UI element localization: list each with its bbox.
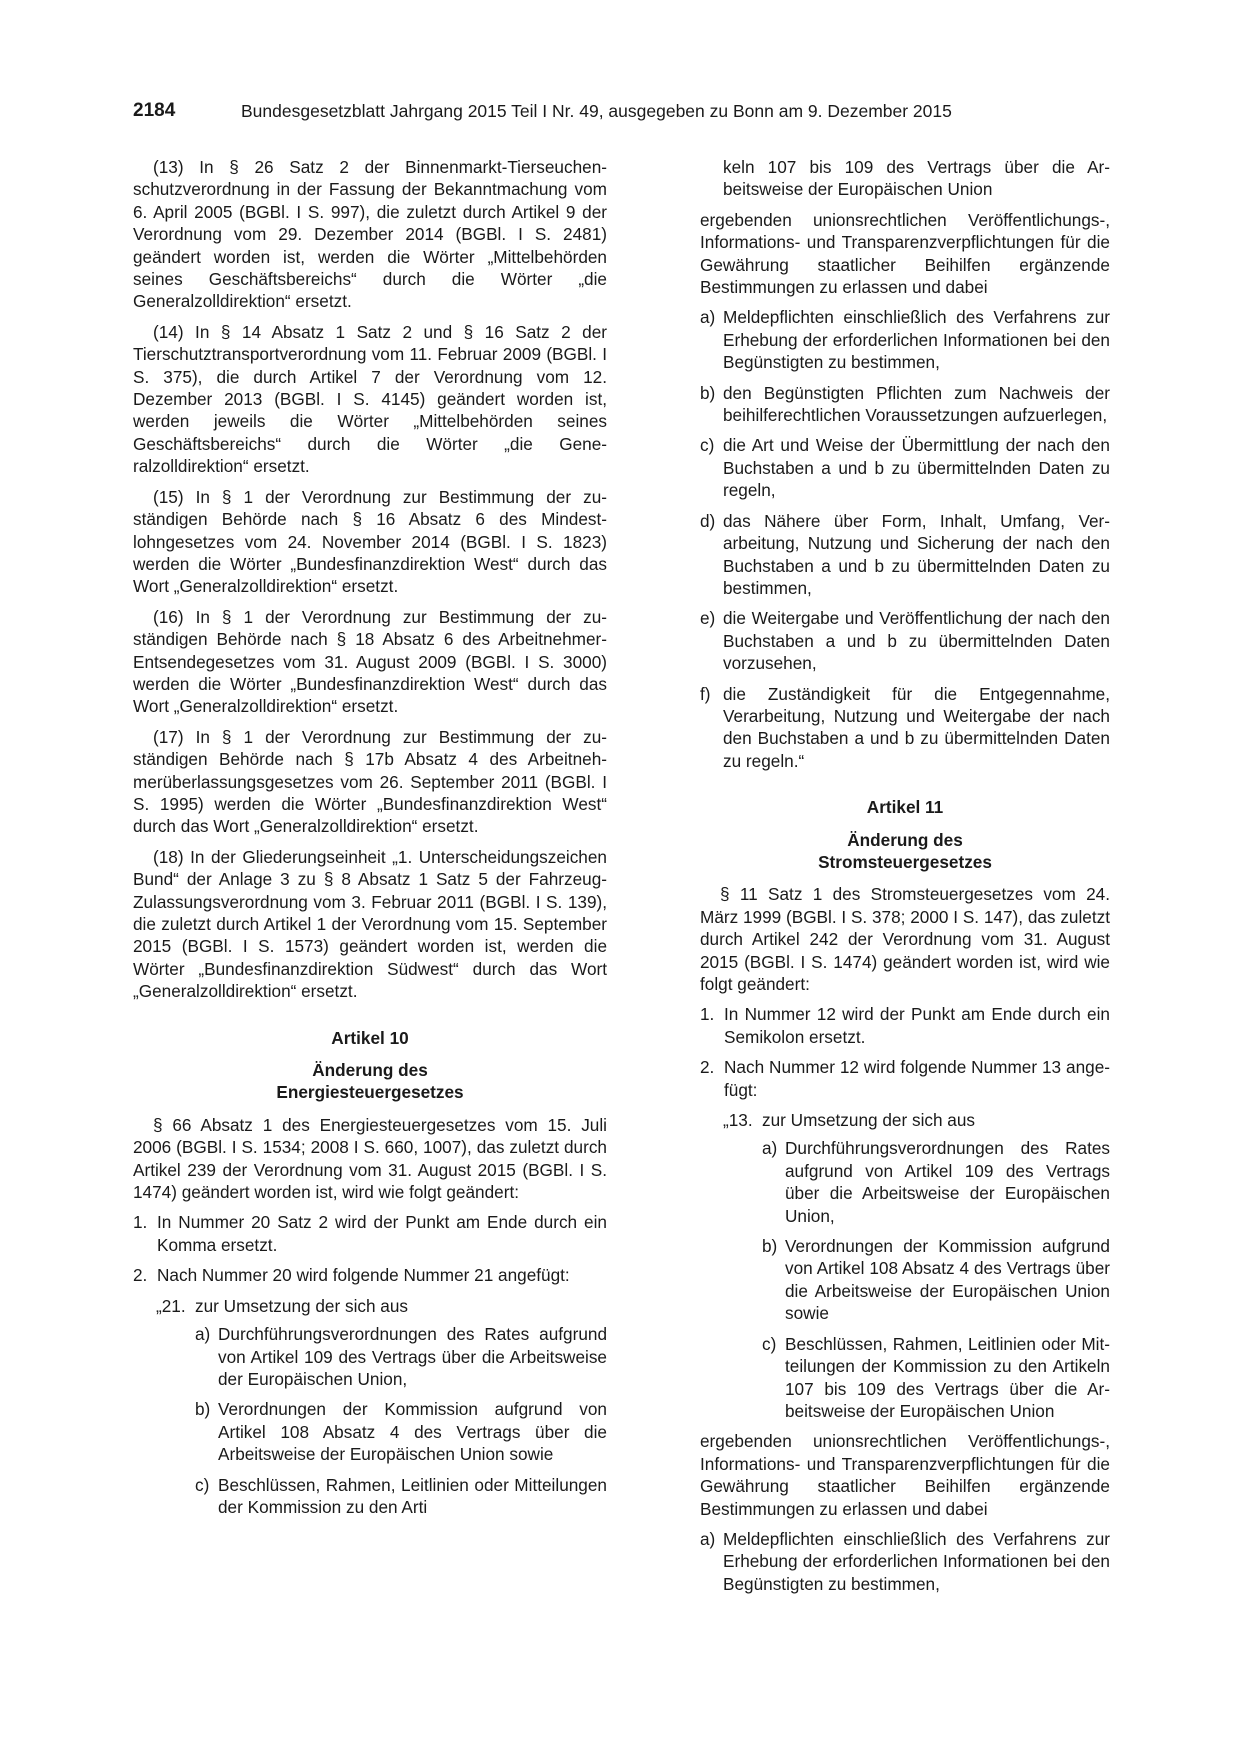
ergebenden-paragraph: ergebenden unionsrechtlichen Veröffentlichungs-, Informations- und Transparenzverpflichtungen für die Gewährung staatlicher Beihilfen ergänzende Bestimmungen zu erlassen und dabei xyxy=(700,1431,1110,1519)
quoted-number-text: zur Umsetzung der sich aus xyxy=(195,1295,409,1316)
list-item xyxy=(133,1398,607,1465)
list-item-label: a) xyxy=(762,1138,778,1159)
quoted-number-label: „21. xyxy=(156,1295,186,1316)
list-item xyxy=(700,1528,1110,1595)
list-item-label: f) xyxy=(700,683,711,704)
list-item xyxy=(700,382,1110,427)
article-10-intro: § 66 Absatz 1 des Energiesteuergesetzes vom 15. Juli 2006 (BGBl. I S. 1534; 2008 I S. 660, 1007), das zuletzt durch Artikel 239 der Verordnung vom 31. August 2015 (BGBl. I S. 1474) geändert worden ist, wird wie folgt geändert: xyxy=(133,1114,607,1203)
page-header xyxy=(133,100,1113,128)
list-item xyxy=(133,1264,607,1286)
list-item-text: Beschlüssen, Rahmen, Leitlinien oder Mitteilungen der Kommission zu den Arti xyxy=(218,1474,607,1517)
quoted-number-13 xyxy=(700,1109,1110,1131)
list-item xyxy=(133,1211,607,1256)
article-11-title-line2: Stromsteuergesetzes xyxy=(818,851,992,872)
quoted-number-label: „13. xyxy=(723,1110,753,1131)
article-10-title xyxy=(133,1059,607,1104)
list-item-text: den Begünstigten Pflichten zum Nachweis der beihilferechtlichen Voraussetzungen aufzuerlegen, xyxy=(723,382,1110,426)
list-item-label: d) xyxy=(700,510,716,531)
list-item-label: 1. xyxy=(700,1004,715,1025)
article-10-title-line1: Änderung des xyxy=(312,1060,428,1081)
list-item-label: e) xyxy=(700,608,716,629)
page-number: 2184 xyxy=(133,100,176,121)
list-item-label: a) xyxy=(195,1324,211,1345)
list-item xyxy=(700,1056,1110,1101)
paragraph-17: (17) In § 1 der Verordnung zur Bestimmung der zuständigen Behörde nach § 17b Absatz 4 des Arbeitnehmerüberlassungsgesetzes vom 26. September 2011 (BGBl. I S. 1995) werden die Wörter „Bundesfinanzdirektion West“ durch das Wort „Generalzolldirektion“ ersetzt. xyxy=(133,726,607,837)
list-item xyxy=(700,434,1110,501)
list-item xyxy=(700,1333,1110,1423)
list-item-label: a) xyxy=(700,1528,716,1549)
right-column xyxy=(700,156,1110,1603)
list-item xyxy=(133,1474,607,1519)
list-item-text: Verordnungen der Kommission aufgrund von Artikel 108 Absatz 4 des Vertrags über die Arbeitsweise der Europäischen Union sowie xyxy=(218,1399,607,1465)
list-item-label: 2. xyxy=(700,1057,715,1078)
list-item-text: In Nummer 12 wird der Punkt am Ende durch ein Semikolon ersetzt. xyxy=(724,1004,1110,1047)
running-title: Bundesgesetzblatt Jahrgang 2015 Teil I Nr. 49, ausgegeben zu Bonn am 9. Dezember 2015 xyxy=(241,101,952,121)
list-item-text: die Zuständigkeit für die Entgegennahme, Verarbeitung, Nutzung und Weitergabe der nach den Buchstaben a und b zu übermittelnden Daten zu regeln.“ xyxy=(723,683,1110,771)
list-item xyxy=(700,510,1110,600)
list-item xyxy=(700,1003,1110,1048)
list-item-label: c) xyxy=(700,435,715,456)
article-10-number: Artikel 10 xyxy=(331,1027,409,1048)
article-11-title-line1: Änderung des xyxy=(847,829,963,850)
list-item-text: Beschlüssen, Rahmen, Leitlinien oder Mitteilungen der Kommission zu den Artikeln 107 bis 109 des Vertrags über die Arbeitsweise der Europäischen Union xyxy=(785,1333,1110,1421)
list-item-text: Meldepflichten einschließlich des Verfahrens zur Erhebung der erforderlichen Informationen bei den Begünstigten zu bestimmen, xyxy=(723,307,1110,373)
list-item xyxy=(700,607,1110,674)
paragraph-18: (18) In der Gliederungseinheit „1. Unterscheidungszeichen Bund“ der Anlage 3 zu § 8 Absatz 1 Satz 5 der Fahrzeug-Zulassungsverordnung vom 3. Februar 2011 (BGBl. I S. 139), die zuletzt durch Artikel 1 der Verordnung vom 15. September 2015 (BGBl. I S. 1573) geändert worden ist, werden die Wörter „Bundesfinanzdirektion Südwest“ durch das Wort „Generalzolldirektion“ ersetzt. xyxy=(133,846,607,1002)
list-item-label: b) xyxy=(700,382,716,403)
paragraph-13: (13) In § 26 Satz 2 der Binnenmarkt-Tierseuchenschutzverordnung in der Fassung der Bekanntmachung vom 6. April 2005 (BGBl. I S. 997), die zuletzt durch Artikel 9 der Verordnung vom 29. Dezember 2014 (BGBl. I S. 2481) geändert worden ist, werden die Wörter „Mittelbehörden seines Geschäftsbereichs“ durch die Wörter „die Generalzolldirektion“ ersetzt. xyxy=(133,157,607,312)
ergebenden-paragraph: ergebenden unionsrechtlichen Veröffentlichungs-, Informations- und Transparenzverpflichtungen für die Gewährung staatlicher Beihilfen ergänzende Bestimmungen zu erlassen und dabei xyxy=(700,209,1110,298)
list-item-text: Meldepflichten einschließlich des Verfahrens zur Erhebung der erforderlichen Informationen bei den Begünstigten zu bestimmen, xyxy=(723,1528,1110,1594)
list-item xyxy=(133,1323,607,1390)
list-item-label: b) xyxy=(762,1236,778,1257)
list-item-label: c) xyxy=(762,1333,777,1354)
list-item-label: a) xyxy=(700,307,716,328)
list-item-label: c) xyxy=(195,1474,210,1495)
quoted-number-text: zur Umsetzung der sich aus xyxy=(762,1110,976,1131)
list-item-label: 2. xyxy=(133,1265,148,1286)
list-item-text: das Nähere über Form, Inhalt, Umfang, Verarbeitung, Nutzung und Sicherung der nach den Buchstaben a und b zu übermittelnden Daten zu bestimmen, xyxy=(723,510,1110,598)
list-item-text: Durchführungsverordnungen des Rates aufgrund von Artikel 109 des Vertrags über die Arbeitsweise der Europäischen Union, xyxy=(785,1138,1110,1226)
list-item-text: Nach Nummer 20 wird folgende Nummer 21 angefügt: xyxy=(157,1265,570,1286)
paragraph-15: (15) In § 1 der Verordnung zur Bestimmung der zuständigen Behörde nach § 16 Absatz 6 des Mindestlohngesetzes vom 24. November 2014 (BGBl. I S. 1823) werden die Wörter „Bundesfinanzdirektion West“ durch das Wort „Generalzolldirektion“ ersetzt. xyxy=(133,486,607,597)
list-item-text: Durchführungsverordnungen des Rates aufgrund von Artikel 109 des Vertrags über die Arbeitsweise der Europäischen Union, xyxy=(218,1324,607,1389)
list-item-label: 1. xyxy=(133,1212,148,1233)
article-11-intro: § 11 Satz 1 des Stromsteuergesetzes vom 24. März 1999 (BGBl. I S. 378; 2000 I S. 147), das zuletzt durch Artikel 242 der Verordnung vom 31. August 2015 (BGBl. I S. 1474) geändert worden ist, wird wie folgt geändert: xyxy=(700,884,1110,994)
continuation-text: keln 107 bis 109 des Vertrags über die Arbeitsweise der Europäischen Union xyxy=(723,157,1110,200)
left-column xyxy=(133,156,607,1526)
list-item-text: In Nummer 20 Satz 2 wird der Punkt am Ende durch ein Komma ersetzt. xyxy=(157,1212,607,1255)
paragraph-16: (16) In § 1 der Verordnung zur Bestimmung der zuständigen Behörde nach § 18 Absatz 6 des Arbeitnehmer-Entsendegesetzes vom 31. August 2009 (BGBl. I S. 3000) werden die Wörter „Bundesfinanzdirektion West“ durch das Wort „Generalzolldirektion“ ersetzt. xyxy=(133,606,607,717)
list-item xyxy=(700,1137,1110,1227)
list-item-label: b) xyxy=(195,1399,211,1420)
list-item-text: die Art und Weise der Übermittlung der nach den Buchstaben a und b zu übermittelnden Daten zu regeln, xyxy=(723,435,1110,501)
paragraph-14: (14) In § 14 Absatz 1 Satz 2 und § 16 Satz 2 der Tierschutztransportverordnung vom 11. Februar 2009 (BGBl. I S. 375), die durch Artikel 7 der Verordnung vom 12. Dezember 2013 (BGBl. I S. 4145) geändert worden ist, werden jeweils die Wörter „Mittelbehörden seines Geschäftsbereichs“ durch die Wörter „die Generalzolldirektion“ ersetzt. xyxy=(133,321,607,477)
list-item-text: die Weitergabe und Veröffentlichung der nach den Buchstaben a und b zu übermittelnden Daten vorzusehen, xyxy=(723,608,1110,674)
article-10-title-line2: Energiesteuergesetzes xyxy=(276,1082,464,1103)
list-item xyxy=(700,306,1110,373)
list-item-text: Nach Nummer 12 wird folgende Nummer 13 angefügt: xyxy=(724,1057,1110,1100)
quoted-number-21 xyxy=(133,1295,607,1317)
list-item-text: Verordnungen der Kommission aufgrund von Artikel 108 Absatz 4 des Vertrags über die Arbeitsweise der Europäischen Union sowie xyxy=(785,1236,1110,1324)
list-item xyxy=(700,683,1110,773)
article-11-number: Artikel 11 xyxy=(866,797,944,818)
list-item xyxy=(700,1235,1110,1325)
article-11-title xyxy=(700,829,1110,874)
